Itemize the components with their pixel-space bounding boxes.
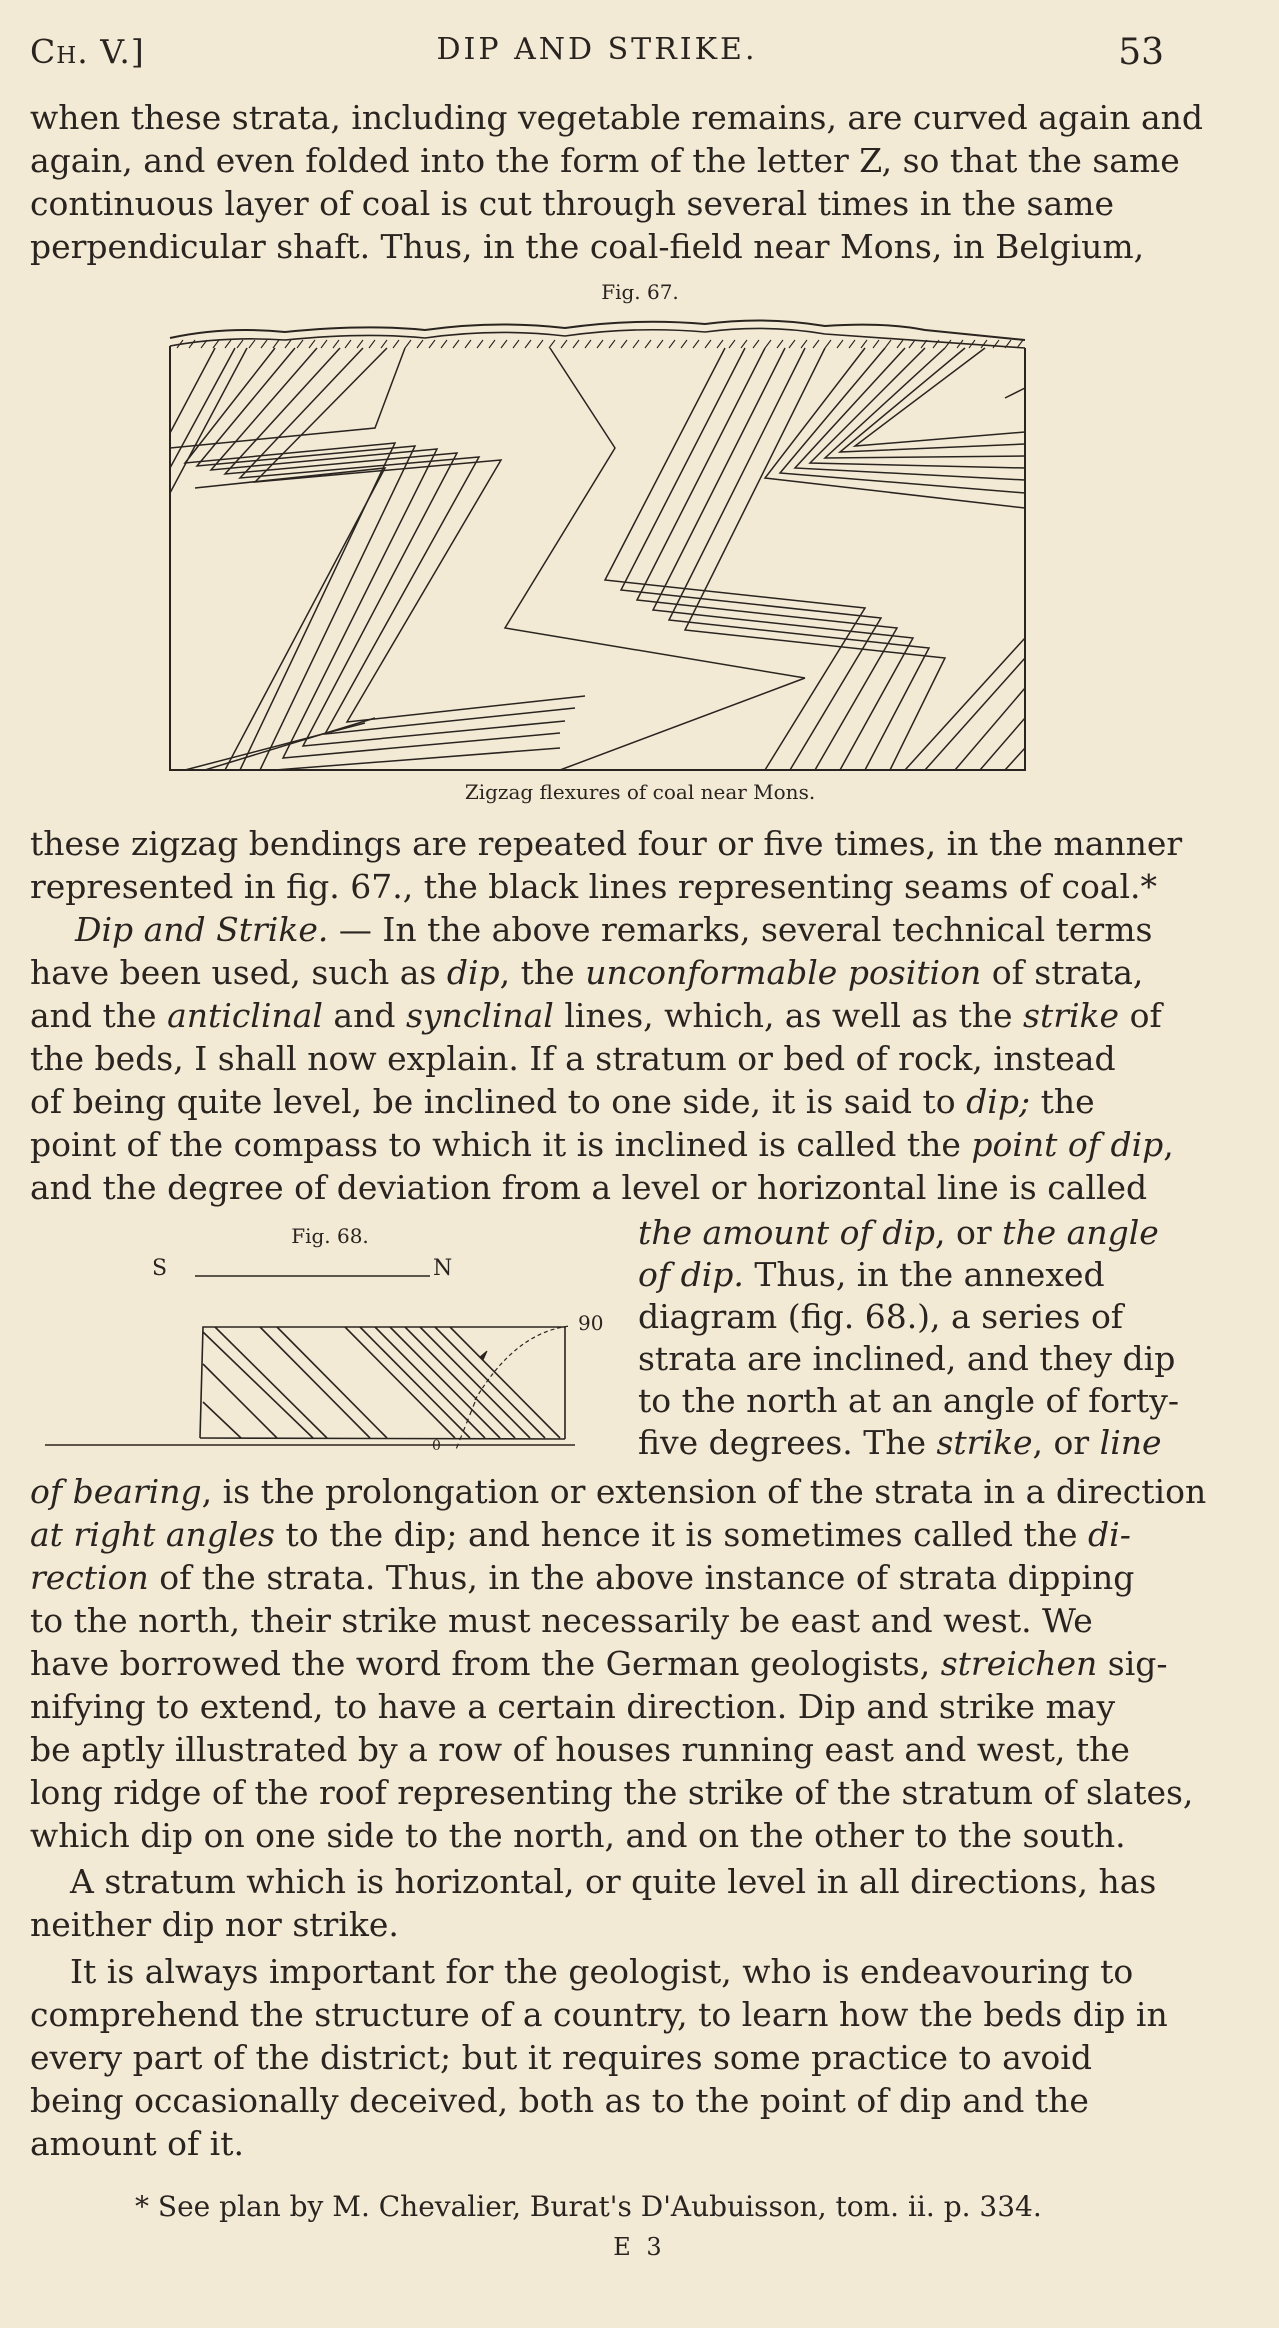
footnote: * See plan by M. Chevalier, Burat's D'Aubuisson, tom. ii. p. 334. <box>135 2190 1042 2223</box>
text-span: and the <box>30 996 168 1035</box>
text-line: continuous layer of coal is cut through several times in the same <box>30 184 1114 223</box>
text-span: , is the prolongation or extension of the strata in a direction <box>201 1472 1207 1511</box>
text-line <box>30 1470 1207 1513</box>
text-line: to the north, their strike must necessarily be east and west. We <box>30 1601 1093 1640</box>
text-span: , or <box>1032 1423 1100 1462</box>
fig68-north-label: N <box>433 1256 453 1281</box>
text-line <box>30 1123 1174 1166</box>
paragraph-intro <box>30 96 1204 268</box>
text-line: It is always important for the geologist, who is endeavouring to <box>70 1952 1134 1991</box>
term-strike: strike <box>936 1423 1033 1462</box>
fig68-south-label: S <box>152 1256 168 1281</box>
term-point-of-dip: point of dip <box>971 1125 1164 1164</box>
term-anticlinal: anticlinal <box>167 996 323 1035</box>
term-direction: rection <box>30 1558 149 1597</box>
term-direction: di- <box>1088 1515 1131 1554</box>
text-span: to the dip; and hence it is sometimes called the <box>274 1515 1089 1554</box>
text-line <box>638 1254 1166 1296</box>
term-dip: dip; <box>966 1082 1031 1121</box>
text-span: and <box>322 996 406 1035</box>
text-line <box>30 1642 1170 1685</box>
text-span: lines, which, as well as the <box>553 996 1024 1035</box>
text-line: again, and even folded into the form of the letter Z, so that the same <box>30 141 1180 180</box>
text-line: be aptly illustrated by a row of houses running east and west, the <box>30 1730 1130 1769</box>
text-line: and the degree of deviation from a level or horizontal line is called <box>30 1168 1148 1207</box>
text-line <box>30 1080 1170 1123</box>
text-span: of <box>1119 996 1162 1035</box>
fig67-zigzag-diagram <box>165 318 1030 773</box>
page-title: DIP AND STRIKE. <box>436 32 758 67</box>
text-line: to the north at an angle of forty- <box>638 1381 1180 1420</box>
text-line: these zigzag bendings are repeated four or five times, in the manner <box>30 824 1183 863</box>
text-line <box>638 1422 1166 1464</box>
text-line: being occasionally deceived, both as to the point of dip and the <box>30 2081 1089 2120</box>
text-line <box>30 994 1170 1037</box>
fig68-label: Fig. 68. <box>291 1224 369 1248</box>
fig68-ninety-label: 90 <box>578 1311 604 1335</box>
paragraph-horizontal <box>30 1860 1164 1946</box>
page-number: 53 <box>1118 32 1164 73</box>
term-streichen: streichen <box>940 1644 1098 1683</box>
text-span: the <box>1030 1082 1095 1121</box>
text-line <box>30 951 1170 994</box>
fig67-caption: Zigzag flexures of coal near Mons. <box>464 780 816 804</box>
fig68-zero-label: 0 <box>432 1438 441 1454</box>
text-span: five degrees. The <box>638 1423 937 1462</box>
text-line <box>638 1212 1166 1254</box>
term-amount-of-dip: the amount of dip <box>638 1213 935 1252</box>
text-line: every part of the district; but it requires some practice to avoid <box>30 2038 1092 2077</box>
text-line: perpendicular shaft. Thus, in the coal-field near Mons, in Belgium, <box>30 227 1145 266</box>
term-of-bearing: of bearing <box>30 1472 202 1511</box>
text-line: long ridge of the roof representing the strike of the stratum of slates, <box>30 1773 1194 1812</box>
fig67-label: Fig. 67. <box>601 280 679 304</box>
text-span: of strata, <box>981 953 1144 992</box>
text-span: point of the compass to which it is inclined is called the <box>30 1125 972 1164</box>
text-line: nifying to extend, to have a certain direction. Dip and strike may <box>30 1687 1116 1726</box>
text-span: have borrowed the word from the German geologists, <box>30 1644 941 1683</box>
text-line: A stratum which is horizontal, or quite level in all directions, has <box>70 1862 1157 1901</box>
text-span: , or <box>935 1213 1003 1252</box>
term-line: line <box>1099 1423 1162 1462</box>
term-dip: dip <box>446 953 500 992</box>
text-span: of the strata. Thus, in the above instance of strata dipping <box>148 1558 1135 1597</box>
text-line: when these strata, including vegetable remains, are curved again and <box>30 98 1204 137</box>
text-line <box>30 1556 1170 1599</box>
text-line: the beds, I shall now explain. If a stratum or bed of rock, instead <box>30 1039 1116 1078</box>
term-unconformable: unconformable position <box>585 953 982 992</box>
text-line: strata are inclined, and they dip <box>638 1339 1176 1378</box>
text-line: represented in fig. 67., the black lines representing seams of coal.* <box>30 867 1158 906</box>
term-synclinal: synclinal <box>405 996 554 1035</box>
signature-mark: E 3 <box>613 2233 666 2261</box>
text-line: diagram (fig. 68.), a series of <box>638 1297 1124 1336</box>
section-heading: Dip and Strike. <box>75 910 329 949</box>
text-span: , the <box>499 953 586 992</box>
term-strike: strike <box>1023 996 1120 1035</box>
paragraph-side-fig68 <box>638 1212 1180 1464</box>
text-line <box>30 908 1170 951</box>
paragraph-dip-and-strike <box>30 908 1174 1209</box>
paragraph-strike <box>30 1470 1207 1857</box>
fig68-dip-diagram <box>45 1252 605 1462</box>
term-of-dip: of dip. <box>638 1255 744 1294</box>
text-span: have been used, such as <box>30 953 447 992</box>
text-span: of being quite level, be inclined to one side, it is said to <box>30 1082 967 1121</box>
text-span: , <box>1163 1125 1174 1164</box>
text-span: sig- <box>1097 1644 1168 1683</box>
text-span: Thus, in the annexed <box>743 1255 1105 1294</box>
text-span: — In the above remarks, several technical terms <box>328 910 1153 949</box>
paragraph-geologist <box>30 1950 1168 2165</box>
text-line: amount of it. <box>30 2124 244 2163</box>
paragraph-zigzag <box>30 822 1183 908</box>
term-right-angles: at right angles <box>30 1515 275 1554</box>
text-line: comprehend the structure of a country, to learn how the beds dip in <box>30 1995 1168 2034</box>
text-line <box>30 1513 1170 1556</box>
term-angle: the angle <box>1002 1213 1159 1252</box>
running-header <box>30 32 1164 76</box>
text-line: which dip on one side to the north, and on the other to the south. <box>30 1816 1126 1855</box>
text-line: neither dip nor strike. <box>30 1905 399 1944</box>
chapter-label: Ch. V.] <box>30 32 145 71</box>
